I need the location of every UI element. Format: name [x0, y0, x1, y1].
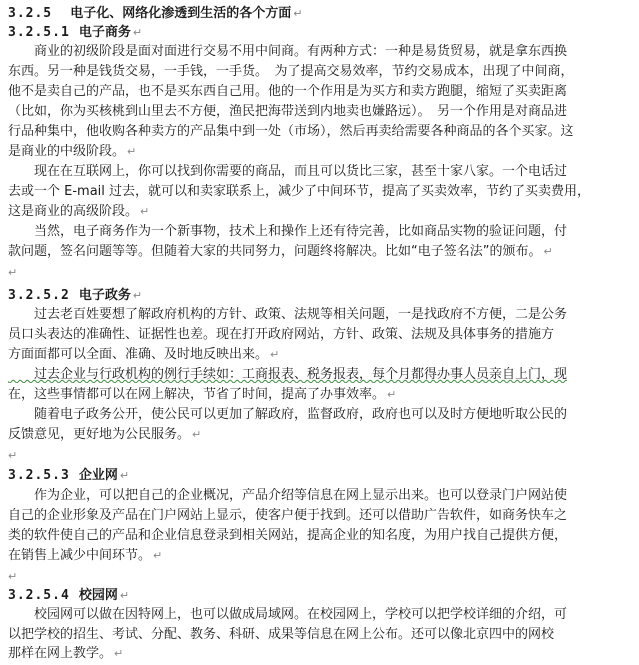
body-line: 过去老百姓要想了解政府机构的方针、政策、法规等相关问题，一是找政府不方便，二是公务: [8, 307, 568, 322]
subsection-number: 3.2.5.3: [8, 468, 70, 483]
paragraph-mark-icon: ↵: [132, 26, 143, 39]
paragraph-mark-icon: ↵: [270, 348, 280, 361]
body-line: [8, 204, 634, 220]
body-line-text: 款问题，签名问题等等。但随着大家的共同努力，问题终将解决。比如“电子签名法”的颁布。: [8, 244, 542, 259]
paragraph-mark-icon: ↵: [192, 428, 202, 441]
subsection-number: 3.2.5.1: [8, 25, 70, 40]
body-line: 行品种集中，他收购各种卖方的产品集中到一处（市场），然后再卖给需要各种商品的各个买家。这: [8, 124, 574, 139]
paragraph-mark-icon: ↵: [127, 145, 137, 158]
body-line: 员口头表达的准确性、证据性也差。现在打开政府网站，方针、政策、法规及具体事务的措施方: [8, 327, 555, 342]
body-line: 当然，电子商务作为一个新事物，技术上和操作上还有待完善，比如商品实物的验证问题，付: [8, 224, 568, 239]
body-line-text: 是商业的中级阶段。: [8, 144, 126, 159]
subsection-title: 校园网: [78, 588, 118, 603]
body-line-text: 那样在网上教学。: [8, 646, 113, 661]
empty-paragraph-mark-icon: ↵: [8, 449, 18, 462]
subsection-heading-enterprise-net: [8, 468, 129, 484]
paragraph-mark-icon: ↵: [543, 245, 553, 258]
body-line: [8, 244, 634, 260]
subsection-heading-egovernment: [8, 288, 142, 304]
body-line: 他不是卖自己的产品，也不是买东西自己用。他的一个作用是为买方和卖方跑腿，缩短了买卖距离: [8, 84, 568, 99]
paragraph-mark-icon: ↵: [132, 289, 143, 302]
subsection-number: 3.2.5.2: [8, 288, 70, 303]
subsection-title: 电子政务: [78, 288, 131, 303]
body-line: 以把学校的招生、考试、分配、教务、科研、成果等信息在网上公布。还可以像北京四中的网校: [8, 627, 555, 642]
body-line: [8, 347, 634, 363]
body-line: [8, 387, 634, 403]
subsection-heading-ecommerce: [8, 25, 142, 41]
body-line: [8, 367, 634, 383]
body-line-text: 方面面都可以全面、准确、及时地反映出来。: [8, 347, 269, 362]
body-line-text: 在销售上减少中间环节。: [8, 548, 152, 563]
body-line: 作为企业，可以把自己的企业概况，产品介绍等信息在网上显示出来。也可以登录门户网站使: [8, 488, 568, 503]
section-heading: [8, 6, 302, 22]
section-number: 3.2.5: [8, 6, 53, 21]
body-line: 东西。另一种是钱货交易，一手钱，一手货。 为了提高交易效率，节约交易成本，出现了中间商，: [8, 64, 574, 79]
body-line: 校园网可以做在因特网上，也可以做成局域网。在校园网上，学校可以把学校详细的介绍，可: [8, 607, 568, 622]
empty-paragraph-mark-icon: ↵: [8, 570, 18, 583]
body-line: 自己的企业形象及产品在门户网站上显示，使客户便于找到。还可以借助广告软件，如商务快车之: [8, 508, 568, 523]
body-line: [8, 144, 634, 160]
body-line-text: 这是商业的高级阶段。: [8, 204, 139, 219]
body-line: [8, 427, 634, 443]
subsection-heading-campus-net: [8, 588, 129, 604]
subsection-title: 电子商务: [78, 25, 131, 40]
empty-paragraph-mark-icon: ↵: [8, 266, 18, 279]
body-line: [8, 548, 634, 564]
paragraph-mark-icon: ↵: [140, 205, 150, 218]
paragraph-mark-icon: ↵: [119, 469, 130, 482]
paragraph-mark-icon: ↵: [293, 7, 303, 20]
body-line-text: 在，这些事情都可以在网上解决，节省了时间，提高了办事效率。: [8, 387, 386, 402]
section-title: 电子化、网络化渗透到生活的各个方面: [70, 6, 292, 21]
body-line: （比如，你为买核桃到山里去不方便，渔民把海带送到内地卖也嫌路远）。 另一个作用是对商品进: [8, 104, 568, 119]
paragraph-mark-icon: ↵: [387, 388, 397, 401]
body-line: 去或一个 E-mail 过去，就可以和卖家联系上，减少了中间环节，提高了买卖效率，节约了买卖费用，: [8, 184, 591, 199]
body-line: 随着电子政务公开，使公民可以更加了解政府，监督政府，政府也可以及时方便地听取公民的: [8, 407, 568, 422]
body-line-text: 过去企业与行政机构的例行手续如：工商报表、税务报表，每个月都得办事人员亲自上门，现: [8, 367, 568, 382]
paragraph-mark-icon: ↵: [119, 589, 130, 602]
body-line: 现在在互联网上，你可以找到你需要的商品，而且可以货比三家，甚至十家八家。一个电话过: [8, 164, 568, 179]
paragraph-mark-icon: ↵: [153, 549, 163, 562]
subsection-title: 企业网: [78, 468, 118, 483]
paragraph-mark-icon: ↵: [114, 647, 124, 660]
body-line: 类的软件使自己的产品和企业信息登录到相关网站，提高企业的知名度，为用户找自己提供方便，: [8, 528, 568, 543]
body-line: [8, 646, 634, 662]
subsection-number: 3.2.5.4: [8, 588, 70, 603]
body-line: 商业的初级阶段是面对面进行交易不用中间商。有两种方式：一种是易货贸易，就是拿东西换: [8, 44, 568, 59]
body-line-text: 反馈意见，更好地为公民服务。: [8, 427, 191, 442]
